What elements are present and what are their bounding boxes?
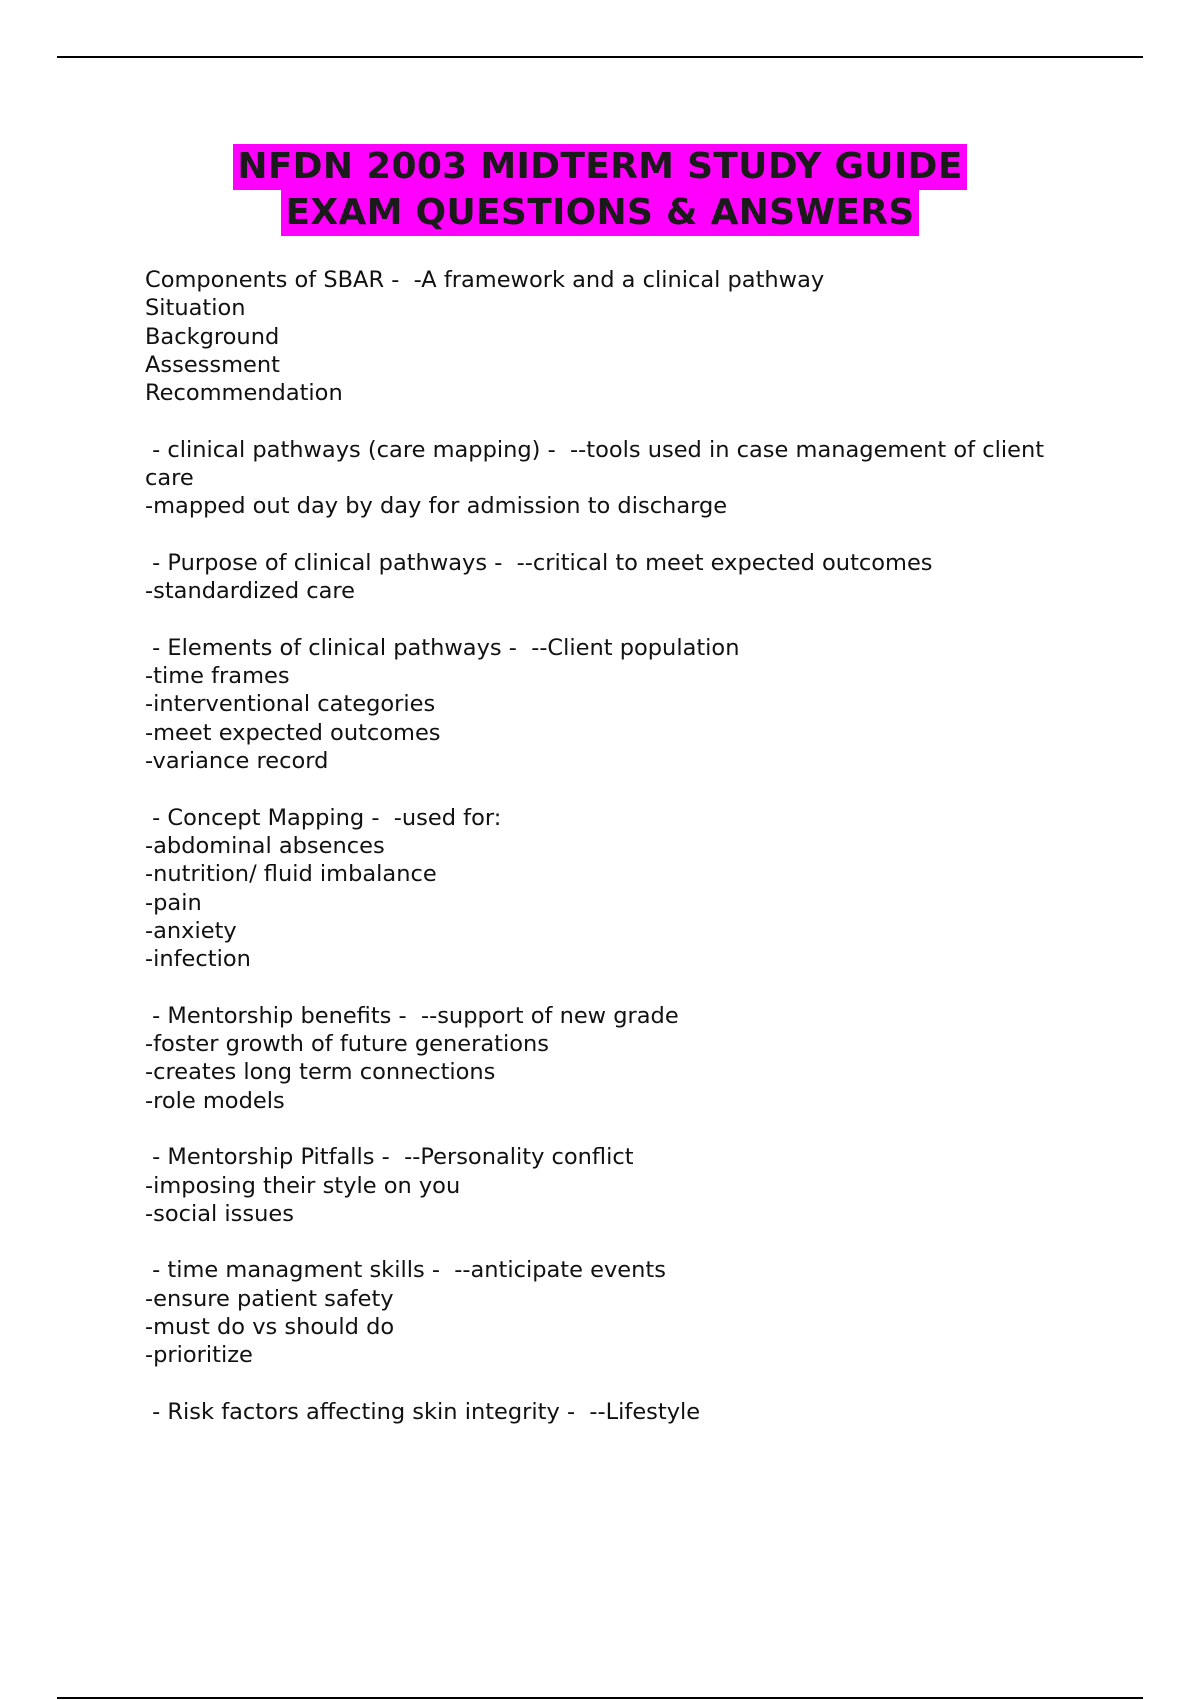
qa-line: - time managment skills - --anticipate events: [145, 1257, 666, 1284]
qa-line: Background: [145, 323, 280, 350]
document-body: [145, 266, 1065, 1454]
qa-line: -meet expected outcomes: [145, 719, 441, 746]
document-title: [0, 144, 1200, 236]
qa-line: -standardized care: [145, 578, 356, 605]
bottom-divider: [57, 1697, 1143, 1699]
qa-line: - clinical pathways (care mapping) - --tools used in case management of client care: [145, 436, 1052, 492]
qa-block-mentorship-benefits: [145, 1002, 1065, 1115]
qa-line: -pain: [145, 889, 202, 916]
qa-line: Recommendation: [145, 380, 343, 407]
qa-line: -social issues: [145, 1200, 294, 1227]
qa-line: - Elements of clinical pathways - --Client population: [145, 634, 740, 661]
qa-block-time-management: [145, 1256, 1065, 1369]
qa-block-mentorship-pitfalls: [145, 1143, 1065, 1228]
qa-line: Components of SBAR - -A framework and a clinical pathway: [145, 267, 825, 293]
qa-line: -time frames: [145, 663, 290, 690]
qa-block-elements-pathways: [145, 634, 1065, 775]
qa-line: - Mentorship benefits - --support of new grade: [145, 1002, 679, 1029]
qa-line: -imposing their style on you: [145, 1172, 461, 1199]
qa-line: -abdominal absences: [145, 832, 385, 859]
qa-line: -nutrition/ fluid imbalance: [145, 861, 437, 888]
qa-line: - Purpose of clinical pathways - --critical to meet expected outcomes: [145, 549, 933, 576]
title-line-2: EXAM QUESTIONS & ANSWERS: [281, 190, 918, 236]
qa-line: -must do vs should do: [145, 1313, 395, 1340]
qa-block-clinical-pathways: [145, 436, 1065, 521]
qa-line: - Risk factors affecting skin integrity - --Lifestyle: [145, 1398, 701, 1425]
top-divider: [57, 56, 1143, 58]
qa-block-skin-integrity: [145, 1398, 1065, 1426]
qa-block-sbar: [145, 266, 1065, 407]
qa-line: -anxiety: [145, 917, 237, 944]
qa-line: Situation: [145, 295, 246, 322]
qa-block-concept-mapping: [145, 804, 1065, 974]
qa-block-purpose-pathways: [145, 549, 1065, 606]
title-line-1: NFDN 2003 MIDTERM STUDY GUIDE: [233, 144, 966, 190]
qa-line: -interventional categories: [145, 691, 436, 718]
qa-line: -creates long term connections: [145, 1059, 496, 1086]
qa-line: -role models: [145, 1087, 285, 1114]
qa-line: -ensure patient safety: [145, 1285, 394, 1312]
qa-line: -prioritize: [145, 1342, 253, 1369]
qa-line: -variance record: [145, 748, 329, 775]
qa-line: - Concept Mapping - -used for:: [145, 804, 502, 831]
qa-line: - Mentorship Pitfalls - --Personality conflict: [145, 1144, 634, 1171]
qa-line: -infection: [145, 946, 251, 973]
qa-line: Assessment: [145, 351, 280, 378]
qa-line: -mapped out day by day for admission to discharge: [145, 493, 728, 520]
qa-line: -foster growth of future generations: [145, 1031, 549, 1058]
